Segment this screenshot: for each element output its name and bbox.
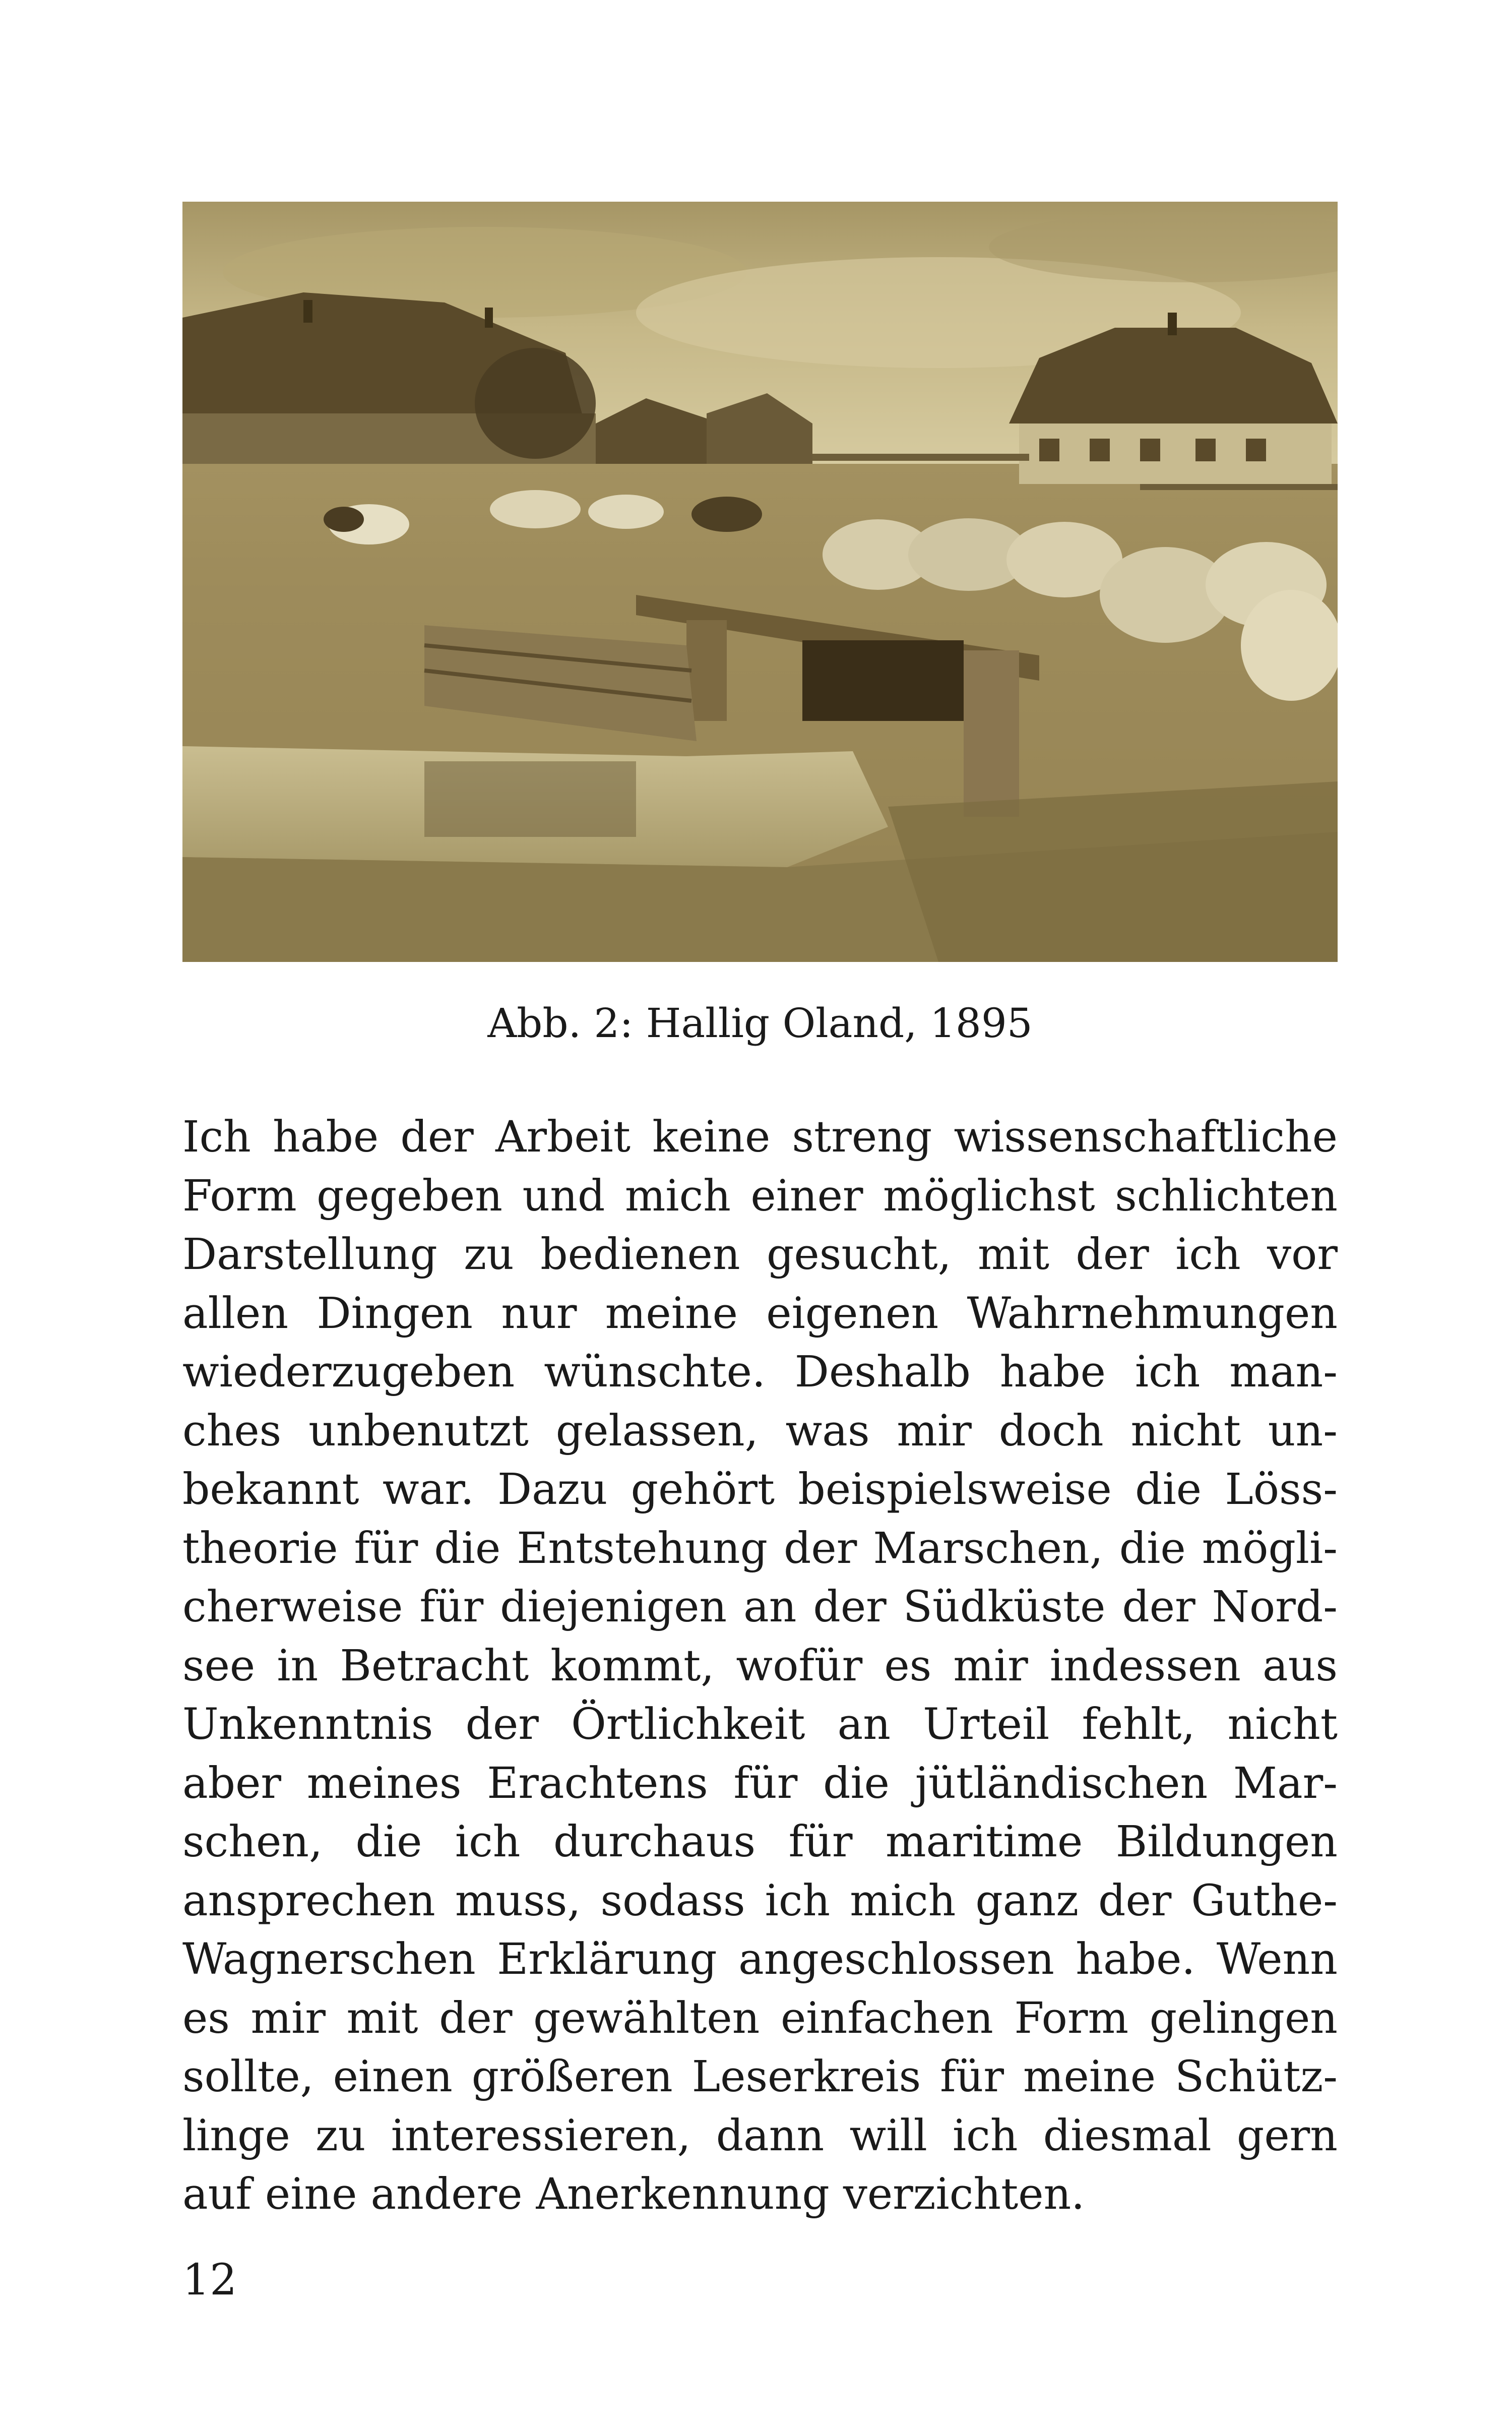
page-number: 12 — [182, 2255, 237, 2305]
text-line: wiederzugeben wünschte. Deshalb habe ich man- — [182, 1347, 1338, 1397]
historical-photo — [182, 202, 1338, 962]
text-line: auf eine andere Anerkennung verzichten. — [182, 2169, 1085, 2219]
text-line: Wagnerschen Erklärung angeschlossen habe. Wenn — [182, 1934, 1338, 1984]
text-line: sollte, einen größeren Leserkreis für meine Schütz- — [182, 2052, 1338, 2102]
figure-caption: Abb. 2: Hallig Oland, 1895 — [487, 1000, 1033, 1047]
text-line: Ich habe der Arbeit keine streng wissenschaftliche — [182, 1112, 1338, 1162]
text-line: linge zu interessieren, dann will ich diesmal gern — [182, 2110, 1338, 2161]
text-line: Form gegeben und mich einer möglichst schlichten — [182, 1171, 1338, 1221]
text-line: see in Betracht kommt, wofür es mir indessen aus — [182, 1641, 1338, 1691]
text-line: Unkenntnis der Örtlichkeit an Urteil fehlt, nicht — [182, 1700, 1338, 1749]
text-line: ansprechen muss, sodass ich mich ganz der Guthe- — [182, 1876, 1338, 1926]
text-line: ches unbenutzt gelassen, was mir doch nicht un- — [182, 1406, 1338, 1456]
text-line: schen, die ich durchaus für maritime Bildungen — [182, 1817, 1338, 1867]
text-line: aber meines Erachtens für die jütländischen Mar- — [182, 1758, 1338, 1808]
text-line: es mir mit der gewählten einfachen Form gelingen — [182, 1993, 1338, 2043]
text-line: allen Dingen nur meine eigenen Wahrnehmungen — [182, 1288, 1338, 1339]
hallig-photo-illustration — [182, 202, 1338, 962]
text-line: Darstellung zu bedienen gesucht, mit der ich vor — [182, 1230, 1338, 1280]
text-line: bekannt war. Dazu gehört beispielsweise die Löss- — [182, 1465, 1338, 1515]
body-paragraph — [182, 1108, 1338, 2224]
text-line: theorie für die Entstehung der Marschen, die mögli- — [182, 1523, 1338, 1574]
text-line: cherweise für diejenigen an der Südküste der Nord- — [182, 1582, 1338, 1632]
